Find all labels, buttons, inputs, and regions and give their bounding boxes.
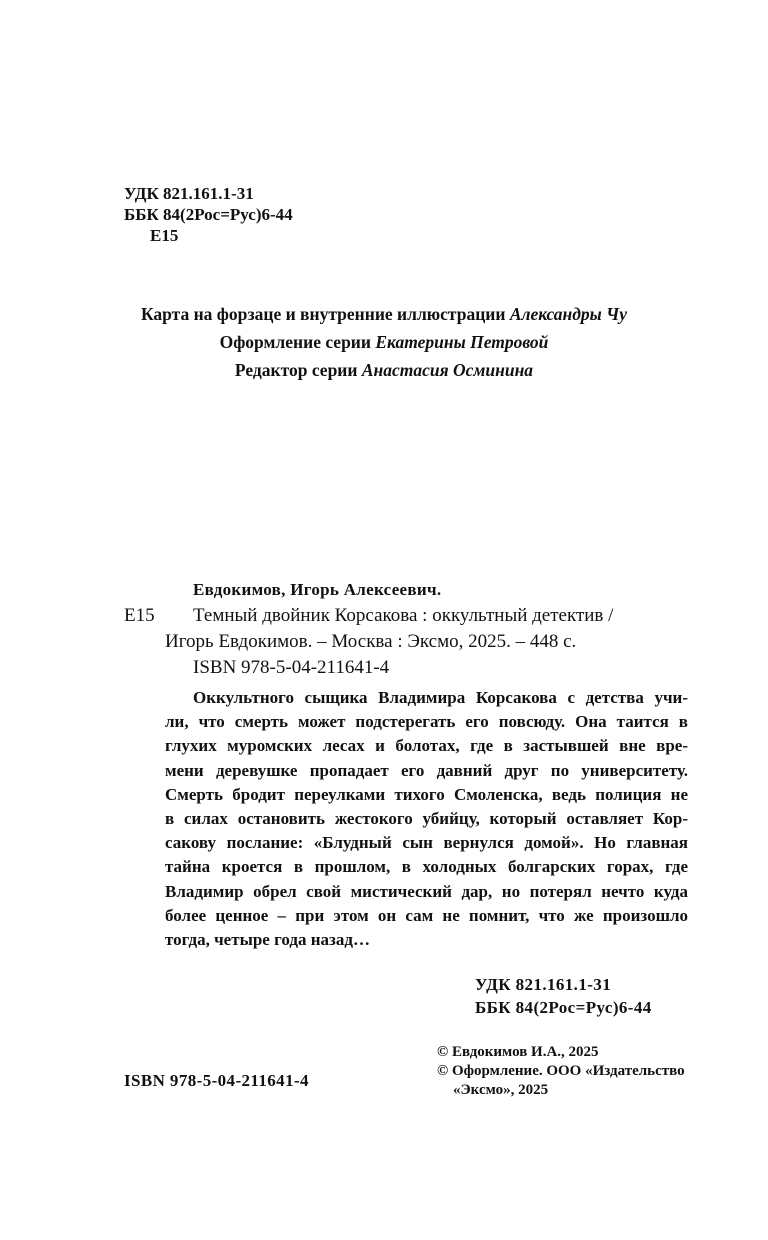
annotation-line: Оккультного сыщика Владимира Корсакова с детства учи-	[193, 688, 688, 707]
catalog-isbn: ISBN 978-5-04-211641-4	[193, 657, 390, 678]
credit-name: Анастасия Осминина	[361, 360, 534, 380]
annotation-line: Владимир обрел свой мистический дар, но потерял нечто куда	[165, 881, 688, 901]
catalog-author-sign: Е15	[124, 605, 155, 626]
bbk-code: ББК 84(2Рос=Рус)6-44	[124, 205, 293, 224]
catalog-author-heading: Евдокимов, Игорь Алексеевич.	[193, 580, 442, 599]
author-sign: Е15	[150, 226, 179, 245]
copyright-block	[437, 1043, 685, 1100]
annotation-line: Смерть бродит переулками тихого Смоленска, ведь полиция не	[165, 784, 688, 804]
footer-isbn: ISBN 978-5-04-211641-4	[124, 1071, 309, 1090]
annotation-line: тогда, четыре года назад…	[165, 930, 370, 950]
annotation-line: глухих муромских лесах и болотах, где в застывшей вне вре-	[165, 736, 688, 756]
annotation-line: сакову послание: «Блудный сын вернулся домой». Но главная	[165, 833, 688, 853]
catalog-title-line: Темный двойник Корсакова : оккультный детектив /	[193, 605, 614, 626]
credits-block	[0, 300, 768, 384]
annotation-line: тайна кроется в прошлом, в холодных болгарских горах, где	[165, 857, 688, 877]
annotation-line: в силах остановить жестокого убийцу, который оставляет Кор-	[165, 809, 688, 829]
credit-name: Александры Чу	[509, 304, 628, 324]
udk-code: УДК 821.161.1-31	[124, 184, 254, 203]
copyright-design: © Оформление. ООО «Издательство	[437, 1063, 685, 1079]
annotation-paragraph	[165, 686, 688, 952]
credit-series-design: Оформление серии Екатерины Петровой	[219, 332, 549, 352]
classification-codes-bottom	[475, 973, 652, 1019]
copyright-author: © Евдокимов И.А., 2025	[437, 1044, 599, 1060]
udk-code: УДК 821.161.1-31	[475, 975, 612, 994]
copyright-publisher: «Эксмо», 2025	[453, 1082, 549, 1098]
catalog-publication-line: Игорь Евдокимов. – Москва : Эксмо, 2025. – 448 с.	[165, 631, 577, 652]
classification-codes-top	[124, 183, 293, 246]
bbk-code: ББК 84(2Рос=Рус)6-44	[475, 998, 652, 1017]
annotation-line: ли, что смерть может подстерегать его повсюду. Она таится в	[165, 712, 688, 732]
credit-name: Екатерины Петровой	[375, 332, 549, 352]
credit-illustrations: Карта на форзаце и внутренние иллюстрации Александры Чу	[140, 304, 628, 324]
annotation-line: мени деревушке пропадает его давний друг по университету.	[165, 760, 688, 780]
annotation-line: более ценное – при этом он сам не помнит, что же произошло	[165, 905, 688, 925]
credit-series-editor: Редактор серии Анастасия Осминина	[234, 360, 534, 380]
